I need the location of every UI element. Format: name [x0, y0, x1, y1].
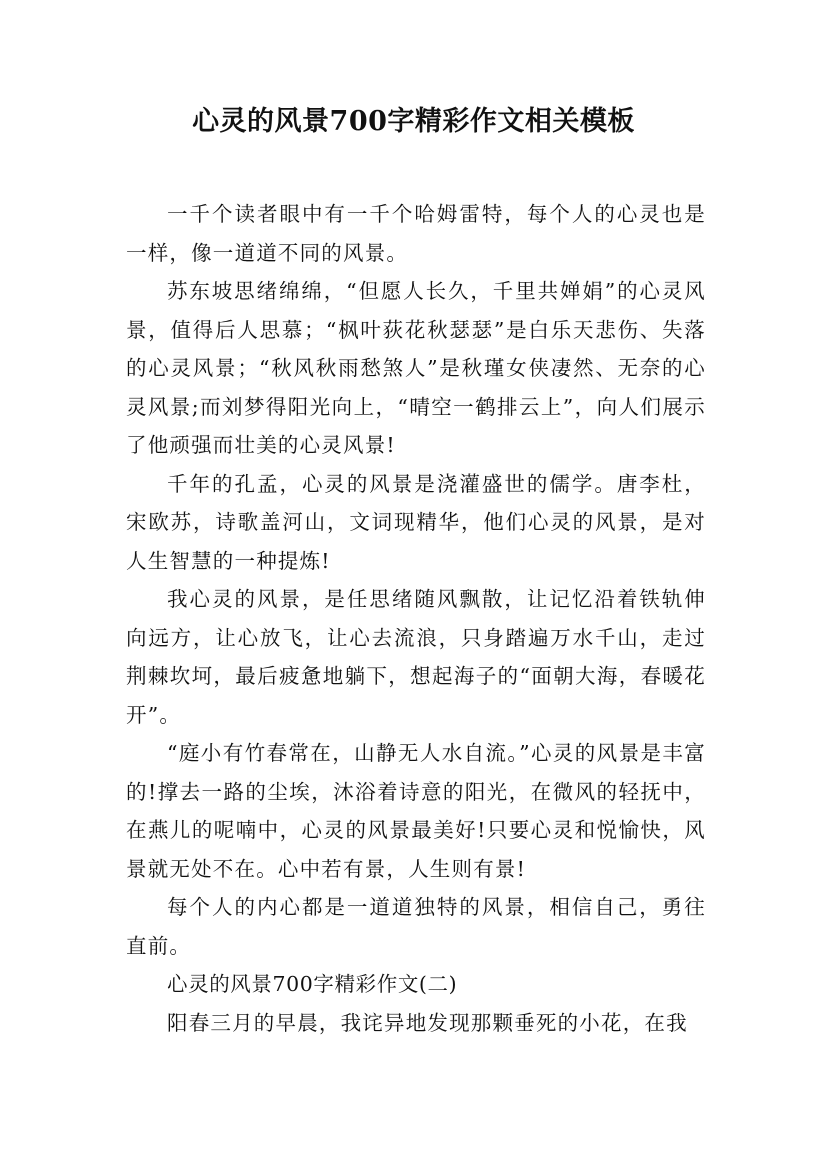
paragraph-7: 阳春三月的早晨，我诧异地发现那颗垂死的小花，在我	[167, 1010, 688, 1035]
section-subheading: 心灵的风景700字精彩作文(二)	[167, 972, 458, 996]
paragraph-3: 千年的孔孟，心灵的风景是浇灌盛世的儒学。唐李杜，宋欧苏，诗歌盖河山，文词现精华，他们心灵的风景，是对人生智慧的一种提炼!	[126, 471, 706, 573]
paragraph-1: 一千个读者眼中有一千个哈姆雷特，每个人的心灵也是一样，像一道道不同的风景。	[126, 202, 706, 265]
paragraph-5: “庭小有竹春常在，山静无人水自流。”心灵的风景是丰富的!撑去一路的尘埃，沐浴着诗意的阳光，在微风的轻抚中，在燕儿的呢喃中，心灵的风景最美好!只要心灵和悦愉快，风景就无处不在。心中若有景，人生则有景!	[126, 741, 706, 881]
paragraph-2: 苏东坡思绪绵绵，“但愿人长久，千里共婵娟”的心灵风景，值得后人思慕；“枫叶荻花秋瑟瑟”是白乐天悲伤、失落的心灵风景；“秋风秋雨愁煞人”是秋瑾女侠凄然、无奈的心灵风景;而刘梦得阳光向上，“晴空一鹤排云上”，向人们展示了他顽强而壮美的心灵风景!	[126, 279, 706, 457]
document-body	[126, 195, 706, 1042]
paragraph-4: 我心灵的风景，是任思绪随风飘散，让记忆沿着铁轨伸向远方，让心放飞，让心去流浪，只身踏遍万水千山，走过荆棘坎坷，最后疲惫地躺下，想起海子的“面朝大海，春暖花开”。	[126, 587, 706, 727]
paragraph-6: 每个人的内心都是一道道独特的风景，相信自己，勇往直前。	[126, 895, 706, 958]
document-title: 心灵的风景700字精彩作文相关模板	[192, 106, 635, 137]
